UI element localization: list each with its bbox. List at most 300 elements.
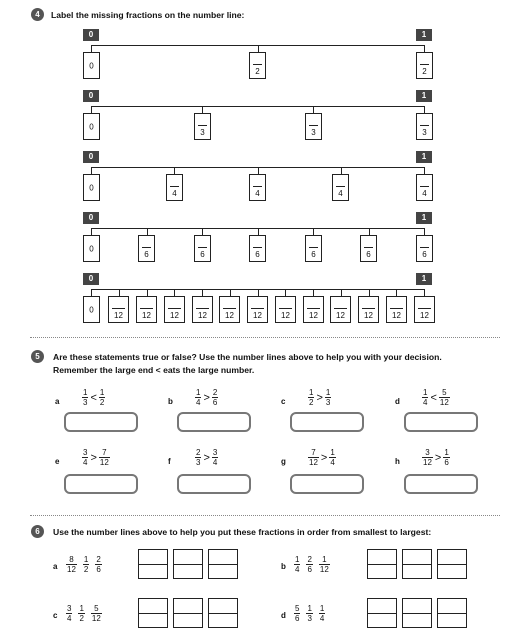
- fraction-denominator: 12: [142, 311, 151, 320]
- fraction-denominator: 4: [295, 565, 300, 574]
- number-line-tick: [91, 45, 92, 52]
- fraction-numerator: 1: [196, 388, 201, 397]
- fraction-numerator: 1: [295, 555, 300, 564]
- fraction-denominator: 12: [225, 311, 234, 320]
- true-false-answer-box[interactable]: [64, 412, 138, 432]
- fraction-denominator: 2: [79, 614, 84, 623]
- fraction-list: [294, 604, 331, 623]
- fraction-denominator: 2: [83, 565, 89, 574]
- zero-box: [83, 235, 100, 262]
- fraction-denominator: 2: [255, 67, 260, 76]
- order-answer-box[interactable]: [208, 549, 238, 579]
- fraction-bar: [420, 125, 429, 126]
- fraction-numerator-blank: [195, 239, 210, 247]
- fraction-list: [294, 555, 336, 574]
- number-line-tick: [258, 167, 259, 174]
- fraction-bar: [209, 564, 237, 565]
- order-answer-box[interactable]: [367, 598, 397, 628]
- fraction-bar: [223, 308, 236, 309]
- fraction-bar: [174, 613, 202, 614]
- fraction-answer-box[interactable]: [192, 296, 213, 323]
- order-answer-box[interactable]: [367, 549, 397, 579]
- number-line-end-label: 1: [416, 29, 432, 41]
- fraction-numerator: 1: [322, 555, 327, 564]
- fraction-denominator: 12: [420, 311, 429, 320]
- fraction-numerator: 1: [83, 388, 88, 397]
- number-line: [91, 106, 424, 107]
- fraction-denominator: 3: [311, 128, 316, 137]
- zero-box: [83, 52, 100, 79]
- number-line-tick: [258, 228, 259, 235]
- number-line-tick: [91, 228, 92, 235]
- fraction-bar: [307, 308, 320, 309]
- order-answer-box[interactable]: [208, 598, 238, 628]
- fraction-denominator: 12: [253, 311, 262, 320]
- number-line-start-label: 0: [83, 212, 99, 224]
- comparison-operator: >: [90, 451, 97, 464]
- number-line-tick: [369, 228, 370, 235]
- item-letter: b: [168, 397, 173, 406]
- number-line-tick: [369, 289, 370, 296]
- fraction: [78, 604, 84, 623]
- fraction-numerator-blank: [165, 300, 184, 308]
- fraction-answer-box[interactable]: [136, 296, 157, 323]
- number-line-tick: [285, 289, 286, 296]
- order-answer-box[interactable]: [402, 598, 432, 628]
- fraction-list: [66, 604, 108, 623]
- fraction-answer-box[interactable]: [194, 113, 211, 140]
- comparison-operator: <: [90, 391, 97, 404]
- fraction-numerator-blank: [304, 300, 323, 308]
- number-line-tick: [258, 289, 259, 296]
- fraction-statement: [82, 388, 105, 407]
- number-line-tick: [91, 289, 92, 296]
- fraction-numerator-blank: [415, 300, 434, 308]
- fraction-numerator-blank: [359, 300, 378, 308]
- fraction-numerator-blank: [387, 300, 406, 308]
- fraction-statement: [308, 448, 336, 467]
- fraction-bar: [253, 247, 262, 248]
- fraction-numerator-blank: [250, 178, 265, 186]
- zero-box: [83, 113, 100, 140]
- comparison-operator: >: [203, 451, 210, 464]
- fraction-numerator: 2: [307, 555, 312, 564]
- fraction-answer-box[interactable]: [414, 296, 435, 323]
- fraction-answer-box[interactable]: [275, 296, 296, 323]
- true-false-answer-box[interactable]: [290, 474, 364, 494]
- zero-box: [83, 174, 100, 201]
- fraction-numerator-blank: [220, 300, 239, 308]
- fraction-answer-box[interactable]: [303, 296, 324, 323]
- order-answer-box[interactable]: [173, 598, 203, 628]
- fraction-numerator: 1: [319, 604, 325, 613]
- order-answer-box[interactable]: [138, 549, 168, 579]
- fraction-answer-box[interactable]: [416, 235, 433, 262]
- fraction-denominator: 4: [423, 398, 428, 407]
- fraction-denominator: 6: [444, 458, 449, 467]
- fraction-answer-box[interactable]: [247, 296, 268, 323]
- fraction-answer-box[interactable]: [138, 235, 155, 262]
- fraction: [319, 604, 325, 623]
- true-false-answer-box[interactable]: [290, 412, 364, 432]
- fraction-denominator: 3: [422, 128, 427, 137]
- fraction-denominator: 6: [295, 614, 300, 623]
- fraction-denominator: 2: [422, 67, 427, 76]
- zero-box-label: 0: [89, 244, 94, 253]
- fraction-numerator-blank: [167, 178, 182, 186]
- fraction-numerator: 2: [212, 388, 218, 397]
- order-answer-box[interactable]: [437, 549, 467, 579]
- fraction-numerator-blank: [195, 117, 210, 125]
- fraction-bar: [420, 247, 429, 248]
- fraction-bar: [336, 186, 345, 187]
- fraction-numerator: 1: [307, 604, 312, 613]
- number-line-tick: [341, 289, 342, 296]
- fraction-bar: [209, 613, 237, 614]
- fraction-denominator: 12: [319, 565, 329, 574]
- zero-box-label: 0: [89, 183, 94, 192]
- number-line-tick: [424, 289, 425, 296]
- fraction-numerator: 1: [309, 388, 314, 397]
- question-4-instruction: Label the missing fractions on the number line:: [51, 10, 245, 20]
- fraction-bar: [364, 247, 373, 248]
- fraction-answer-box[interactable]: [386, 296, 407, 323]
- fraction-denominator: 4: [212, 458, 218, 467]
- fraction-denominator: 3: [307, 614, 312, 623]
- fraction-bar: [198, 125, 207, 126]
- fraction-bar: [112, 308, 125, 309]
- fraction-answer-box[interactable]: [108, 296, 129, 323]
- item-letter: d: [395, 397, 400, 406]
- fraction-numerator-blank: [306, 239, 321, 247]
- order-answer-box[interactable]: [138, 598, 168, 628]
- number-line-tick: [91, 167, 92, 174]
- item-letter: c: [53, 611, 58, 620]
- number-line-end-label: 1: [416, 151, 432, 163]
- fraction-numerator: 1: [423, 388, 428, 397]
- fraction: [95, 555, 101, 574]
- fraction-numerator-blank: [306, 117, 321, 125]
- fraction-denominator: 4: [196, 398, 201, 407]
- fraction-list: [66, 555, 108, 574]
- fraction-bar: [418, 308, 431, 309]
- fraction-numerator: 1: [79, 604, 84, 613]
- item-letter: d: [281, 611, 286, 620]
- fraction-numerator: 1: [330, 448, 335, 457]
- fraction-bar: [309, 125, 318, 126]
- left-fraction: [422, 448, 433, 467]
- left-fraction: [422, 388, 428, 407]
- fraction-numerator-blank: [250, 239, 265, 247]
- fraction-statement: [308, 388, 331, 407]
- item-letter: c: [281, 397, 286, 406]
- fraction-bar: [309, 247, 318, 248]
- item-letter: b: [281, 562, 286, 571]
- number-line-start-label: 0: [83, 273, 99, 285]
- fraction-numerator: 3: [67, 604, 72, 613]
- question-5-instruction-line2: Remember the large end < eats the large number.: [53, 365, 255, 375]
- fraction-denominator: 12: [309, 311, 318, 320]
- item-letter: h: [395, 457, 400, 466]
- fraction-bar: [368, 613, 396, 614]
- fraction-denominator: 4: [330, 458, 335, 467]
- number-line-end-label: 1: [416, 212, 432, 224]
- fraction: [306, 604, 312, 623]
- right-fraction: [329, 448, 335, 467]
- fraction-bar: [198, 247, 207, 248]
- fraction-denominator: 4: [83, 458, 88, 467]
- fraction-denominator: 12: [198, 311, 207, 320]
- fraction-numerator: 1: [325, 388, 331, 397]
- fraction-numerator: 1: [99, 388, 105, 397]
- number-line-tick: [91, 106, 92, 113]
- fraction-numerator-blank: [137, 300, 156, 308]
- left-fraction: [308, 388, 314, 407]
- fraction-bar: [253, 64, 262, 65]
- fraction-answer-box[interactable]: [166, 174, 183, 201]
- fraction-bar: [139, 613, 167, 614]
- number-line-tick: [202, 289, 203, 296]
- fraction-answer-box[interactable]: [249, 235, 266, 262]
- zero-box-label: 0: [89, 122, 94, 131]
- fraction-bar: [368, 564, 396, 565]
- fraction-numerator: 5: [295, 604, 300, 613]
- fraction-numerator: 2: [96, 555, 101, 564]
- fraction-denominator: 12: [67, 565, 76, 574]
- fraction: [294, 555, 300, 574]
- number-line-end-label: 1: [416, 90, 432, 102]
- fraction-statement: [422, 388, 450, 407]
- fraction-bar: [362, 308, 375, 309]
- fraction-numerator: 3: [83, 448, 88, 457]
- number-line-start-label: 0: [83, 151, 99, 163]
- fraction-numerator-blank: [193, 300, 212, 308]
- fraction: [66, 555, 77, 574]
- fraction-denominator: 3: [325, 398, 331, 407]
- fraction-denominator: 12: [91, 614, 101, 623]
- number-line-tick: [258, 45, 259, 52]
- true-false-answer-box[interactable]: [404, 474, 478, 494]
- left-fraction: [195, 448, 201, 467]
- fraction-bar: [334, 308, 347, 309]
- section-divider: [30, 515, 500, 516]
- fraction-denominator: 4: [255, 189, 260, 198]
- fraction-answer-box[interactable]: [305, 235, 322, 262]
- comparison-operator: >: [316, 391, 323, 404]
- fraction-answer-box[interactable]: [249, 174, 266, 201]
- number-line-tick: [424, 228, 425, 235]
- fraction-answer-box[interactable]: [416, 113, 433, 140]
- right-fraction: [99, 388, 105, 407]
- fraction-answer-box[interactable]: [305, 113, 322, 140]
- right-fraction: [439, 388, 450, 407]
- fraction-bar: [438, 613, 466, 614]
- fraction-denominator: 4: [67, 614, 72, 623]
- fraction: [319, 555, 330, 574]
- fraction-numerator: 3: [425, 448, 430, 457]
- true-false-answer-box[interactable]: [404, 412, 478, 432]
- fraction-numerator-blank: [417, 117, 432, 125]
- fraction: [66, 604, 72, 623]
- fraction-denominator: 6: [200, 250, 205, 259]
- item-letter: a: [53, 562, 58, 571]
- fraction-denominator: 6: [307, 565, 312, 574]
- number-line-tick: [313, 289, 314, 296]
- fraction-denominator: 12: [99, 458, 109, 467]
- zero-box: [83, 296, 100, 323]
- item-letter: e: [55, 457, 60, 466]
- fraction-denominator: 6: [255, 250, 260, 259]
- fraction: [83, 555, 89, 574]
- fraction-numerator-blank: [109, 300, 128, 308]
- question-6-number: 6: [31, 525, 44, 538]
- true-false-answer-box[interactable]: [177, 474, 251, 494]
- fraction-answer-box[interactable]: [358, 296, 379, 323]
- fraction-denominator: 3: [200, 128, 205, 137]
- number-line-tick: [147, 289, 148, 296]
- fraction-bar: [390, 308, 403, 309]
- number-line-start-label: 0: [83, 90, 99, 102]
- fraction-statement: [195, 388, 218, 407]
- fraction-answer-box[interactable]: [330, 296, 351, 323]
- fraction-denominator: 12: [364, 311, 373, 320]
- fraction-denominator: 12: [170, 311, 179, 320]
- question-5-number: 5: [31, 350, 44, 363]
- fraction-bar: [140, 308, 153, 309]
- comparison-operator: >: [203, 391, 210, 404]
- left-fraction: [195, 388, 201, 407]
- fraction-denominator: 12: [392, 311, 401, 320]
- right-fraction: [443, 448, 449, 467]
- fraction-denominator: 3: [196, 458, 201, 467]
- fraction-bar: [253, 186, 262, 187]
- fraction: [91, 604, 102, 623]
- fraction-denominator: 6: [422, 250, 427, 259]
- item-letter: f: [168, 457, 171, 466]
- number-line-tick: [174, 289, 175, 296]
- fraction-bar: [168, 308, 181, 309]
- fraction: [306, 555, 312, 574]
- number-line-tick: [202, 228, 203, 235]
- fraction-denominator: 2: [309, 398, 314, 407]
- fraction-numerator-blank: [139, 239, 154, 247]
- fraction-statement: [422, 448, 450, 467]
- zero-box-label: 0: [89, 61, 94, 70]
- number-line-tick: [230, 289, 231, 296]
- number-line-tick: [174, 167, 175, 174]
- fraction-numerator: 7: [102, 448, 107, 457]
- fraction-denominator: 12: [336, 311, 345, 320]
- fraction-denominator: 12: [281, 311, 290, 320]
- fraction-denominator: 12: [114, 311, 123, 320]
- fraction-numerator-blank: [417, 56, 432, 64]
- fraction-bar: [403, 564, 431, 565]
- question-4-number: 4: [31, 8, 44, 21]
- fraction-numerator: 8: [69, 555, 74, 564]
- section-divider: [30, 337, 500, 338]
- order-answer-box[interactable]: [173, 549, 203, 579]
- fraction-numerator: 1: [444, 448, 449, 457]
- fraction-denominator: 3: [83, 398, 88, 407]
- number-line-tick: [424, 167, 425, 174]
- fraction-bar: [139, 564, 167, 565]
- number-line-tick: [147, 228, 148, 235]
- true-false-answer-box[interactable]: [177, 412, 251, 432]
- true-false-answer-box[interactable]: [64, 474, 138, 494]
- fraction-bar: [196, 308, 209, 309]
- fraction-bar: [420, 186, 429, 187]
- order-answer-box[interactable]: [402, 549, 432, 579]
- number-line-tick: [424, 45, 425, 52]
- fraction-numerator: 2: [196, 448, 201, 457]
- fraction-bar: [420, 64, 429, 65]
- fraction-numerator-blank: [331, 300, 350, 308]
- fraction-numerator: 1: [83, 555, 89, 564]
- fraction-answer-box[interactable]: [219, 296, 240, 323]
- fraction-bar: [403, 613, 431, 614]
- fraction-bar: [438, 564, 466, 565]
- fraction-numerator-blank: [417, 239, 432, 247]
- fraction-denominator: 6: [144, 250, 149, 259]
- number-line-tick: [202, 106, 203, 113]
- left-fraction: [82, 388, 88, 407]
- comparison-operator: <: [430, 391, 437, 404]
- number-line-tick: [119, 289, 120, 296]
- left-fraction: [308, 448, 319, 467]
- fraction-numerator-blank: [250, 56, 265, 64]
- fraction-numerator: 7: [311, 448, 316, 457]
- fraction-numerator-blank: [333, 178, 348, 186]
- fraction-bar: [170, 186, 179, 187]
- item-letter: a: [55, 397, 60, 406]
- fraction-denominator: 6: [366, 250, 371, 259]
- fraction-numerator-blank: [361, 239, 376, 247]
- fraction-answer-box[interactable]: [332, 174, 349, 201]
- order-answer-box[interactable]: [437, 598, 467, 628]
- fraction-answer-box[interactable]: [416, 52, 433, 79]
- fraction-denominator: 4: [172, 189, 177, 198]
- fraction-answer-box[interactable]: [416, 174, 433, 201]
- fraction-numerator: 5: [442, 388, 447, 397]
- fraction-answer-box[interactable]: [164, 296, 185, 323]
- comparison-operator: >: [434, 451, 442, 464]
- question-6-instruction: Use the number lines above to help you put these fractions in order from smallest to largest:: [53, 527, 432, 537]
- right-fraction: [212, 448, 218, 467]
- number-line-end-label: 1: [416, 273, 432, 285]
- fraction-numerator-blank: [276, 300, 295, 308]
- fraction-denominator: 12: [439, 398, 449, 407]
- fraction-denominator: 6: [96, 565, 101, 574]
- comparison-operator: >: [320, 451, 328, 464]
- fraction-answer-box[interactable]: [194, 235, 211, 262]
- fraction-bar: [279, 308, 292, 309]
- fraction-statement: [195, 448, 218, 467]
- number-line-tick: [341, 167, 342, 174]
- fraction-numerator-blank: [248, 300, 267, 308]
- right-fraction: [212, 388, 218, 407]
- fraction-denominator: 4: [338, 189, 343, 198]
- number-line-tick: [313, 228, 314, 235]
- fraction-bar: [174, 564, 202, 565]
- fraction-bar: [142, 247, 151, 248]
- fraction-denominator: 4: [422, 189, 427, 198]
- number-line-tick: [313, 106, 314, 113]
- fraction-denominator: 12: [309, 458, 318, 467]
- fraction-answer-box[interactable]: [249, 52, 266, 79]
- fraction-denominator: 2: [99, 398, 105, 407]
- fraction-denominator: 4: [319, 614, 325, 623]
- fraction-answer-box[interactable]: [360, 235, 377, 262]
